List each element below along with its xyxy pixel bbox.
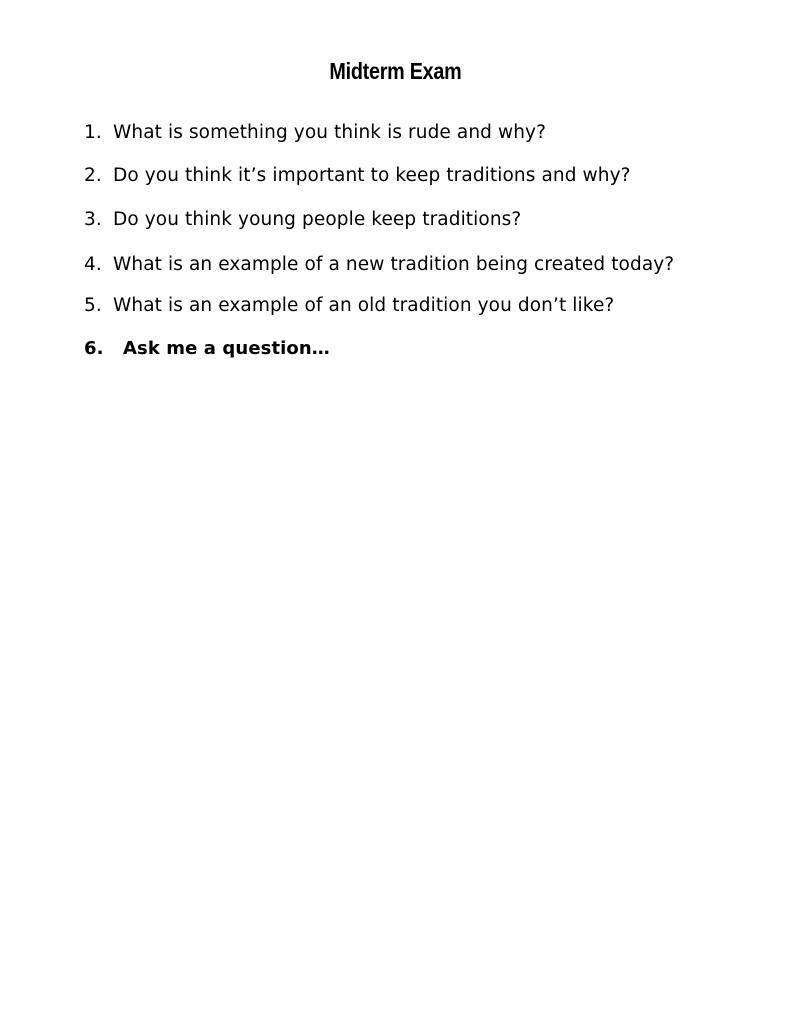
question-item: [84, 208, 521, 232]
question-number: 1.: [84, 122, 102, 143]
question-number: 3.: [84, 209, 102, 230]
question-number: 4.: [84, 254, 102, 275]
question-number: 2.: [84, 165, 102, 186]
question-item: [84, 164, 631, 188]
question-text: What is an example of an old tradition you don’t like?: [113, 295, 615, 316]
question-item: [84, 294, 614, 318]
question-number: 5.: [84, 295, 102, 316]
question-item: [84, 253, 674, 277]
question-text: Ask me a question…: [123, 338, 330, 359]
question-number: 6.: [84, 338, 104, 359]
question-item: [84, 121, 546, 145]
question-item: [84, 337, 330, 361]
question-text: Do you think it’s important to keep traditions and why?: [113, 165, 631, 186]
question-text: What is something you think is rude and why?: [113, 122, 546, 143]
question-text: What is an example of a new tradition being created today?: [113, 254, 675, 275]
page-title: Midterm Exam: [329, 58, 462, 84]
question-text: Do you think young people keep traditions?: [113, 209, 522, 230]
